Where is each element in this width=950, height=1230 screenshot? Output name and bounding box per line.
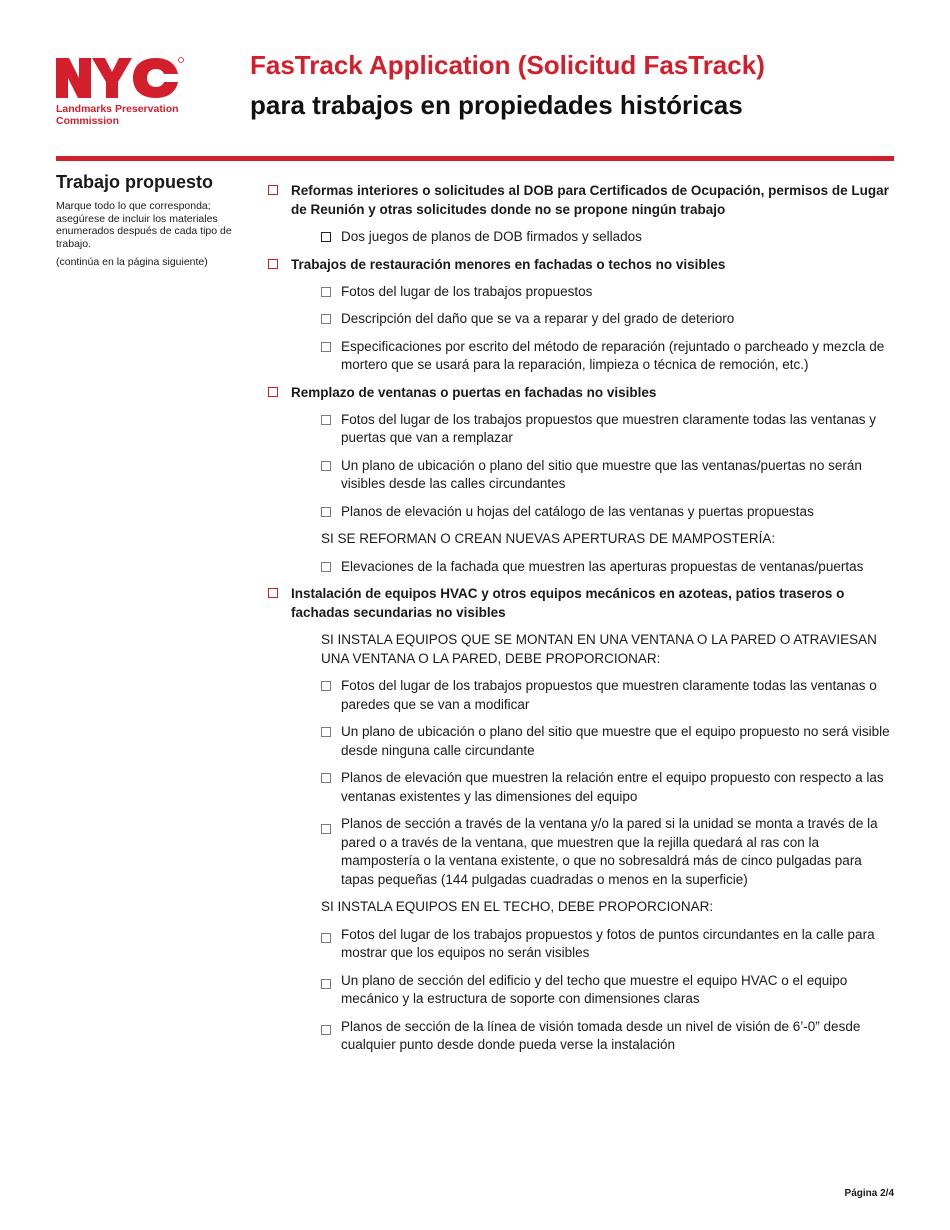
list-item (321, 228, 894, 247)
logo-line1: Landmarks Preservation (56, 103, 179, 115)
page-subtitle: para trabajos en propiedades históricas (250, 90, 743, 120)
checklist (268, 181, 894, 1063)
item-label: Planos de sección a través de la ventana y/o la pared si la unidad se monta a través de la pared o a través de la ventana, que muestren que la rejilla quedará al ras con la mampostería o la ventana existente, o que no sobresaldrá más de cinco pulgadas para tapas pequeñas (144 pulgadas cuadradas o menos en la superficie) (341, 816, 878, 887)
item-checkbox[interactable] (321, 933, 331, 943)
list-item (321, 815, 894, 889)
sidebar-instructions: Marque todo lo que corresponda; asegúrese de incluir los materiales enumerados después de cada tipo de trabajo. (56, 200, 232, 250)
list-item (321, 769, 894, 806)
section-minor-restoration (268, 255, 894, 375)
list-item (321, 283, 894, 302)
item-checkbox[interactable] (321, 461, 331, 471)
item-label: Un plano de ubicación o plano del sitio que muestre que el equipo propuesto no será visible desde ninguna calle circundante (341, 724, 890, 758)
item-checkbox[interactable] (321, 507, 331, 517)
list-item (321, 457, 894, 494)
item-checkbox[interactable] (321, 773, 331, 783)
section-label: Reformas interiores o solicitudes al DOB para Certificados de Ocupación, permisos de Lugar de Reunión y otras solicitudes donde no se propone ningún trabajo (291, 183, 889, 217)
item-checkbox[interactable] (321, 314, 331, 324)
item-label: Descripción del daño que se va a reparar y del grado de deterioro (341, 311, 735, 326)
list-item (321, 972, 894, 1009)
item-checkbox[interactable] (321, 562, 331, 572)
item-checkbox[interactable] (321, 232, 331, 242)
header-divider (56, 156, 894, 161)
item-checkbox[interactable] (321, 727, 331, 737)
item-label: Elevaciones de la fachada que muestren las aperturas propuestas de ventanas/puertas (341, 558, 864, 574)
item-label: Un plano de sección del edificio y del techo que muestre el equipo HVAC o el equipo mecánico y la estructura de soporte con dimensiones claras (341, 972, 848, 1006)
item-checkbox[interactable] (321, 824, 331, 834)
item-checkbox[interactable] (321, 979, 331, 989)
conditional-note: SI INSTALA EQUIPOS QUE SE MONTAN EN UNA VENTANA O LA PARED O ATRAVIESAN UNA VENTANA O LA PARED, DEBE PROPORCIONAR: (321, 632, 877, 666)
page-number: Página 2/4 (844, 1188, 894, 1199)
item-checkbox[interactable] (321, 342, 331, 352)
nyc-lpc-logo (56, 56, 188, 127)
item-label: Fotos del lugar de los trabajos propuestos que muestren claramente todas las ventanas y puertas que van a remplazar (341, 411, 877, 445)
page-title: FasTrack Application (Solicitud FasTrack) (250, 50, 765, 80)
list-item (321, 677, 894, 714)
conditional-note: SI INSTALA EQUIPOS EN EL TECHO, DEBE PROPORCIONAR: (321, 899, 714, 914)
section-header (268, 584, 894, 622)
list-item (321, 926, 894, 963)
list-item (321, 1018, 894, 1055)
section-label: Remplazo de ventanas o puertas en fachadas no visibles (291, 384, 657, 400)
item-checkbox[interactable] (321, 287, 331, 297)
section-interior-renovation (268, 181, 894, 247)
section-items (321, 677, 894, 889)
nyc-logo-mark (56, 56, 184, 100)
sidebar-title: Trabajo propuesto (56, 172, 214, 192)
section-header (268, 383, 894, 402)
section-checkbox[interactable] (268, 387, 278, 397)
sidebar-continued-note: (continúa en la página siguiente) (56, 256, 208, 268)
item-label: Planos de elevación u hojas del catálogo de las ventanas y puertas propuestas (341, 503, 814, 519)
section-checkbox[interactable] (268, 588, 278, 598)
section-items (321, 283, 894, 375)
section-checkbox[interactable] (268, 259, 278, 269)
item-label: Planos de sección de la línea de visión tomada desde un nivel de visión de 6’-0” desde cualquier punto desde donde pueda verse la instalación (341, 1018, 861, 1052)
item-label: Planos de elevación que muestren la relación entre el equipo propuesto con respecto a las ventanas existentes y las dimensiones del equipo (341, 770, 884, 804)
section-items (321, 926, 894, 1055)
item-label: Fotos del lugar de los trabajos propuestos y fotos de puntos circundantes en la calle para mostrar que los equipos no serán visibles (341, 926, 875, 960)
section-items (321, 228, 894, 247)
item-label: Un plano de ubicación o plano del sitio que muestre que las ventanas/puertas no serán visibles desde las calles circundantes (341, 457, 862, 491)
logo-line2: Commission (56, 115, 120, 127)
conditional-note: SI SE REFORMAN O CREAN NUEVAS APERTURAS DE MAMPOSTERÍA: (321, 531, 776, 546)
list-item (321, 310, 894, 329)
item-checkbox[interactable] (321, 1025, 331, 1035)
section-window-door-replacement (268, 383, 894, 577)
item-label: Especificaciones por escrito del método de reparación (rejuntado o parcheado y mezcla de mortero que se usará para la reparación, limpieza o técnica de remoción, etc.) (341, 338, 885, 372)
section-header (268, 181, 894, 219)
section-header (268, 255, 894, 274)
sidebar (56, 172, 241, 269)
section-checkbox[interactable] (268, 185, 278, 195)
section-label: Instalación de equipos HVAC y otros equipos mecánicos en azoteas, patios traseros o fachadas secundarias no visibles (291, 586, 845, 620)
list-item (321, 723, 894, 760)
list-item (321, 503, 894, 522)
list-item (321, 411, 894, 448)
section-items (321, 411, 894, 522)
section-hvac-installation (268, 584, 894, 1055)
item-label: Fotos del lugar de los trabajos propuestos (341, 283, 593, 299)
item-checkbox[interactable] (321, 415, 331, 425)
list-item (321, 558, 894, 577)
section-label: Trabajos de restauración menores en fachadas o techos no visibles (291, 256, 726, 272)
section-items (321, 558, 894, 577)
item-label: Fotos del lugar de los trabajos propuestos que muestren claramente todas las ventanas o paredes que se van a modificar (341, 678, 877, 712)
item-label: Dos juegos de planos de DOB firmados y sellados (341, 229, 642, 244)
list-item (321, 338, 894, 375)
item-checkbox[interactable] (321, 681, 331, 691)
